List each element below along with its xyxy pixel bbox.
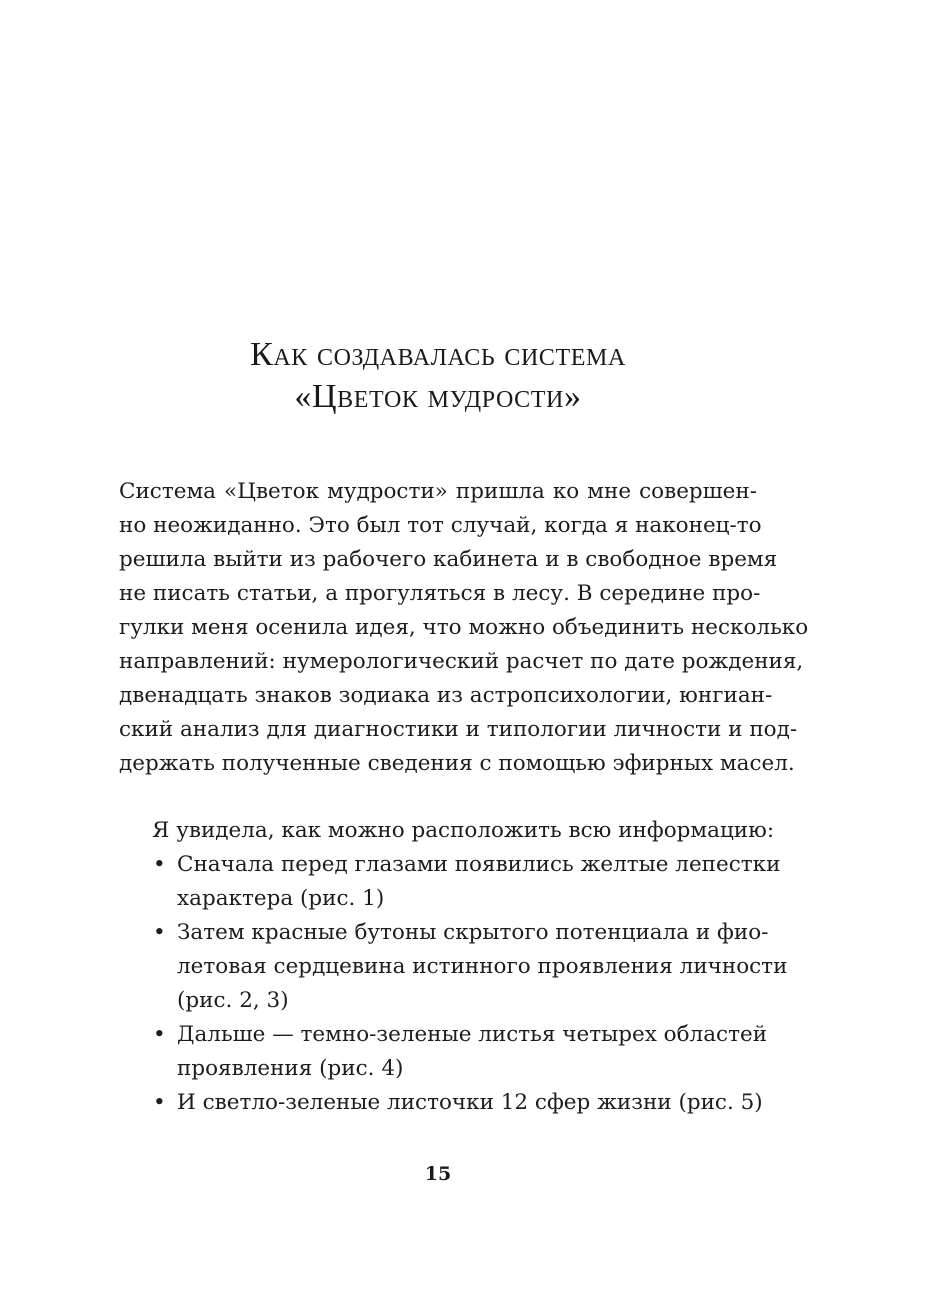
text-line: но неожиданно. Это был тот случай, когда я наконец-то [119, 513, 762, 538]
list-item [119, 1018, 768, 1086]
paragraph-2 [119, 814, 788, 1120]
text-line: характера (рис. 1) [177, 886, 385, 911]
text-line: ский анализ для диагностики и типологии личности и под- [119, 717, 798, 742]
list-intro: Я увидела, как можно расположить всю информацию: [152, 818, 775, 843]
text-line: держать полученные сведения с помощью эфирных масел. [119, 751, 795, 776]
text-line: (рис. 2, 3) [177, 988, 289, 1013]
text-line: двенадцать знаков зодиака из астропсихологии, юнгиан- [119, 683, 773, 708]
text-line: не писать статьи, а прогуляться в лесу. В середине про- [119, 581, 761, 606]
list-item [119, 848, 781, 916]
chapter-title [0, 334, 876, 418]
text-line: Дальше — темно-зеленые листья четырех областей [177, 1022, 768, 1047]
bullet-icon: • [153, 1022, 166, 1047]
text-line: летовая сердцевина истинного проявления личности [177, 954, 788, 979]
paragraph-1 [119, 475, 809, 781]
bullet-icon: • [153, 920, 166, 945]
list-item [119, 916, 788, 1018]
text-line: проявления (рис. 4) [177, 1056, 404, 1081]
page-number: 15 [424, 1163, 452, 1185]
text-line: Сначала перед глазами появились желтые лепестки [177, 852, 781, 877]
text-line: Система «Цветок мудрости» пришла ко мне совершен- [119, 479, 757, 504]
chapter-title-line-1: Как создавалась система [250, 336, 626, 373]
bullet-icon: • [153, 852, 166, 877]
text-line: решила выйти из рабочего кабинета и в свободное время [119, 547, 778, 572]
bullet-icon: • [153, 1090, 166, 1115]
text-line: Затем красные бутоны скрытого потенциала и фио- [177, 920, 769, 945]
text-line: направлений: нумерологический расчет по дате рождения, [119, 649, 804, 674]
chapter-title-line-2: «Цветок мудрости» [294, 378, 582, 415]
text-line: И светло-зеленые листочки 12 сфер жизни (рис. 5) [177, 1090, 763, 1115]
text-line: гулки меня осенила идея, что можно объединить несколько [119, 615, 809, 640]
list-item [119, 1086, 763, 1120]
